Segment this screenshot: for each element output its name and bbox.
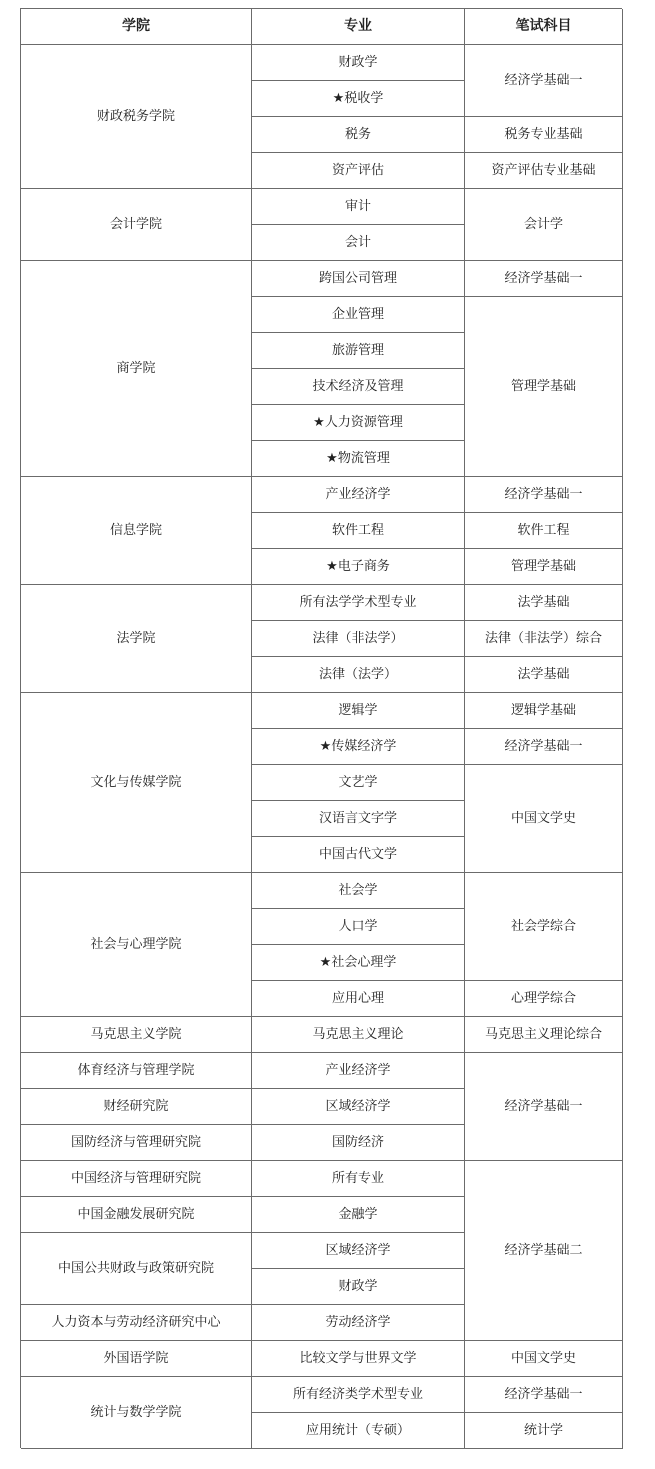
major-cell: 所有经济类学术型专业 <box>252 1377 465 1413</box>
major-cell: 税务 <box>252 117 465 153</box>
subject-cell: 中国文学史 <box>465 765 623 873</box>
college-cell: 人力资本与劳动经济研究中心 <box>21 1305 252 1341</box>
subject-cell: 经济学基础一 <box>465 729 623 765</box>
header-major: 专业 <box>252 9 465 45</box>
major-cell: 所有法学学术型专业 <box>252 585 465 621</box>
subject-cell: 经济学基础一 <box>465 1377 623 1413</box>
subject-cell: 心理学综合 <box>465 981 623 1017</box>
major-cell: ★人力资源管理 <box>252 405 465 441</box>
subject-cell: 管理学基础 <box>465 549 623 585</box>
major-cell: 应用心理 <box>252 981 465 1017</box>
subject-cell: 资产评估专业基础 <box>465 153 623 189</box>
major-cell: 旅游管理 <box>252 333 465 369</box>
major-cell: ★传媒经济学 <box>252 729 465 765</box>
college-cell: 中国公共财政与政策研究院 <box>21 1233 252 1305</box>
subject-cell: 逻辑学基础 <box>465 693 623 729</box>
subject-cell: 法学基础 <box>465 585 623 621</box>
major-cell: 文艺学 <box>252 765 465 801</box>
major-cell: 技术经济及管理 <box>252 369 465 405</box>
major-cell: 逻辑学 <box>252 693 465 729</box>
college-cell: 马克思主义学院 <box>21 1017 252 1053</box>
major-cell: 所有专业 <box>252 1161 465 1197</box>
college-cell: 商学院 <box>21 261 252 477</box>
major-cell: 产业经济学 <box>252 1053 465 1089</box>
subject-cell: 中国文学史 <box>465 1341 623 1377</box>
major-cell: 企业管理 <box>252 297 465 333</box>
major-cell: 金融学 <box>252 1197 465 1233</box>
college-cell: 中国金融发展研究院 <box>21 1197 252 1233</box>
major-cell: 社会学 <box>252 873 465 909</box>
subject-cell: 会计学 <box>465 189 623 261</box>
college-cell: 中国经济与管理研究院 <box>21 1161 252 1197</box>
major-cell: ★社会心理学 <box>252 945 465 981</box>
subject-cell: 社会学综合 <box>465 873 623 981</box>
header-exam-subject: 笔试科目 <box>465 9 623 45</box>
major-cell: ★税收学 <box>252 81 465 117</box>
major-cell: 国防经济 <box>252 1125 465 1161</box>
major-cell: 软件工程 <box>252 513 465 549</box>
major-cell: 法律（非法学） <box>252 621 465 657</box>
college-cell: 财经研究院 <box>21 1089 252 1125</box>
major-cell: 马克思主义理论 <box>252 1017 465 1053</box>
college-cell: 财政税务学院 <box>21 45 252 189</box>
subject-cell: 统计学 <box>465 1413 623 1449</box>
major-cell: 产业经济学 <box>252 477 465 513</box>
subject-cell: 税务专业基础 <box>465 117 623 153</box>
major-cell: 比较文学与世界文学 <box>252 1341 465 1377</box>
major-cell: 会计 <box>252 225 465 261</box>
major-cell: 中国古代文学 <box>252 837 465 873</box>
major-cell: 应用统计（专硕） <box>252 1413 465 1449</box>
subject-cell: 法学基础 <box>465 657 623 693</box>
major-cell: 财政学 <box>252 1269 465 1305</box>
major-cell: 财政学 <box>252 45 465 81</box>
subject-cell: 法律（非法学）综合 <box>465 621 623 657</box>
major-cell: 区域经济学 <box>252 1089 465 1125</box>
major-cell: 汉语言文字学 <box>252 801 465 837</box>
major-cell: 区域经济学 <box>252 1233 465 1269</box>
major-cell: 跨国公司管理 <box>252 261 465 297</box>
college-cell: 文化与传媒学院 <box>21 693 252 873</box>
major-cell: ★物流管理 <box>252 441 465 477</box>
college-cell: 信息学院 <box>21 477 252 585</box>
major-cell: 劳动经济学 <box>252 1305 465 1341</box>
major-cell: 法律（法学） <box>252 657 465 693</box>
subject-cell: 经济学基础一 <box>465 45 623 117</box>
college-cell: 国防经济与管理研究院 <box>21 1125 252 1161</box>
subject-cell: 软件工程 <box>465 513 623 549</box>
college-cell: 社会与心理学院 <box>21 873 252 1017</box>
major-cell: ★电子商务 <box>252 549 465 585</box>
exam-subjects-table <box>20 8 622 1448</box>
major-cell: 资产评估 <box>252 153 465 189</box>
college-cell: 会计学院 <box>21 189 252 261</box>
subject-cell: 经济学基础一 <box>465 1053 623 1161</box>
subject-cell: 经济学基础二 <box>465 1161 623 1341</box>
header-college: 学院 <box>21 9 252 45</box>
college-cell: 外国语学院 <box>21 1341 252 1377</box>
major-cell: 审计 <box>252 189 465 225</box>
subject-cell: 经济学基础一 <box>465 261 623 297</box>
subject-cell: 马克思主义理论综合 <box>465 1017 623 1053</box>
college-cell: 法学院 <box>21 585 252 693</box>
major-cell: 人口学 <box>252 909 465 945</box>
subject-cell: 管理学基础 <box>465 297 623 477</box>
college-cell: 统计与数学学院 <box>21 1377 252 1449</box>
subject-cell: 经济学基础一 <box>465 477 623 513</box>
college-cell: 体育经济与管理学院 <box>21 1053 252 1089</box>
